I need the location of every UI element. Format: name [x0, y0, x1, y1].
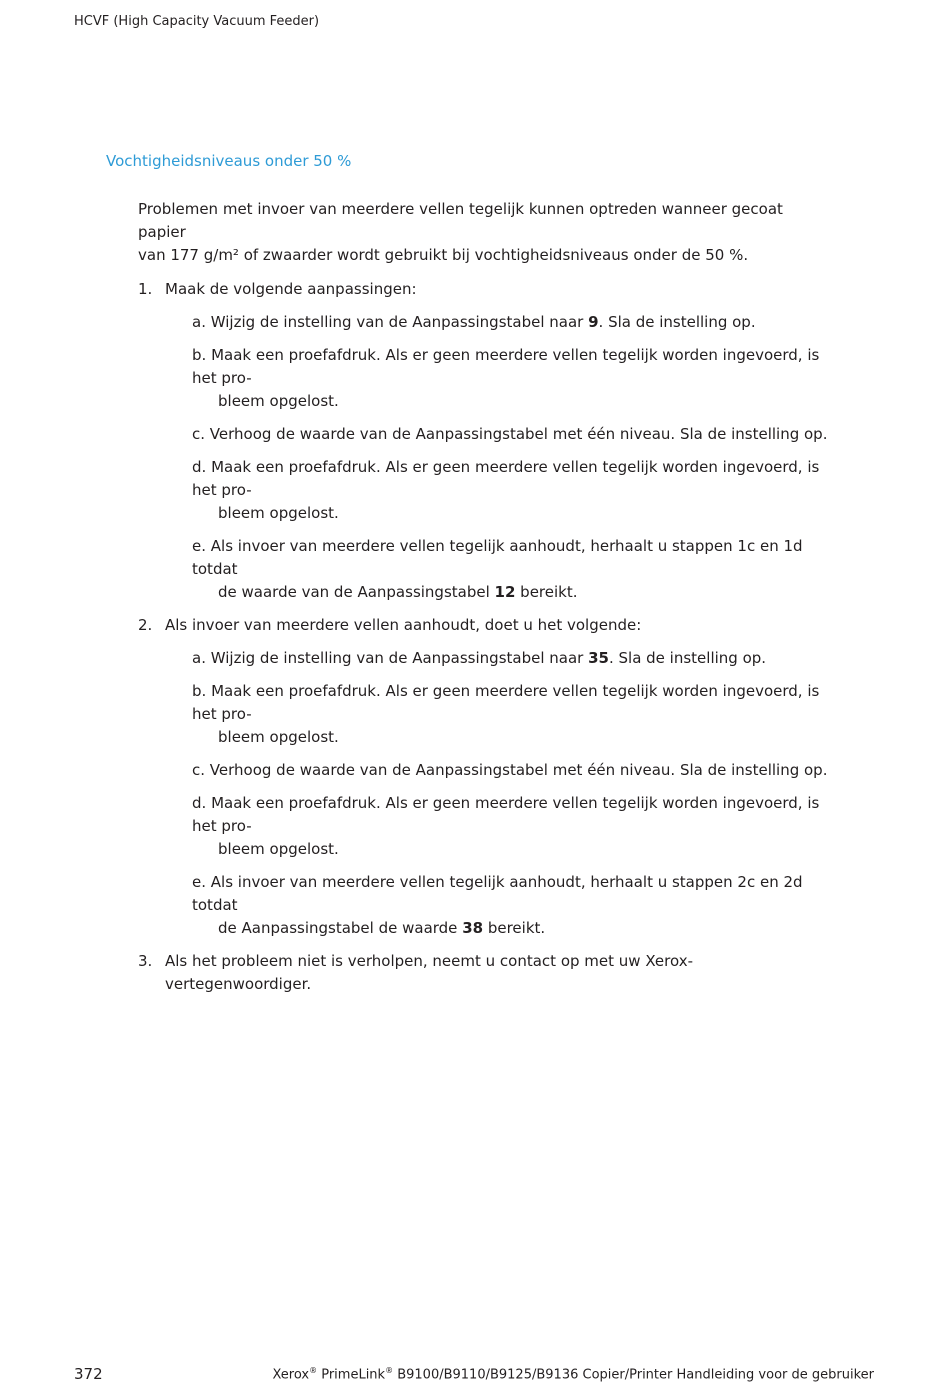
step-2 [138, 614, 828, 940]
substep-cont-text: de Aanpassingstabel de waarde [218, 919, 463, 937]
substep-letter: a. [192, 313, 206, 331]
substep-2c [165, 759, 828, 782]
substep-2a [165, 647, 828, 670]
step-text: Maak de volgende aanpassingen: [165, 280, 417, 298]
substep-list [165, 647, 828, 940]
footer-product-title [272, 1366, 874, 1382]
substep-continuation: bleem opgelost. [218, 392, 339, 410]
substep-continuation: bleem opgelost. [218, 840, 339, 858]
substep-1b [165, 344, 828, 413]
footer-brand: Xerox [272, 1367, 310, 1383]
substep-text: Als invoer van meerdere vellen tegelijk aanhoudt, herhaalt u stappen 2c en 2d totdat [192, 873, 803, 914]
section-title: Vochtigheidsniveaus onder 50 % [106, 152, 352, 170]
substep-2b [165, 680, 828, 749]
substep-text: Wijzig de instelling van de Aanpassingstabel naar [210, 649, 589, 667]
footer-rest: B9100/B9110/B9125/B9136 Copier/Printer Handleiding voor de gebruiker [393, 1367, 874, 1383]
substep-1e [165, 535, 828, 604]
substep-list [165, 311, 828, 604]
substep-letter: b. [192, 346, 207, 364]
substep-letter: c. [192, 425, 206, 443]
substep-text: Verhoog de waarde van de Aanpassingstabel met één niveau. Sla de instelling op. [209, 761, 828, 779]
substep-letter: d. [192, 458, 207, 476]
substep-letter: b. [192, 682, 207, 700]
step-number: 3. [138, 952, 153, 970]
substep-value: 35 [588, 649, 609, 667]
substep-letter: c. [192, 761, 206, 779]
substep-cont-text: de waarde van de Aanpassingstabel [218, 583, 495, 601]
intro-line-1: Problemen met invoer van meerdere vellen tegelijk kunnen optreden wanneer gecoat papier [138, 200, 783, 241]
substep-continuation [192, 917, 828, 940]
substep-1d [165, 456, 828, 525]
substep-cont-end: bereikt. [483, 919, 546, 937]
substep-text: Maak een proefafdruk. Als er geen meerdere vellen tegelijk worden ingevoerd, is het pro- [192, 794, 820, 835]
substep-text-end: . Sla de instelling op. [598, 313, 756, 331]
substep-2e [165, 871, 828, 940]
substep-text: Wijzig de instelling van de Aanpassingstabel naar [210, 313, 589, 331]
step-number: 2. [138, 616, 153, 634]
substep-1c [165, 423, 828, 446]
substep-2d [165, 792, 828, 861]
substep-text: Maak een proefafdruk. Als er geen meerdere vellen tegelijk worden ingevoerd, is het pro- [192, 458, 820, 499]
step-text: Als invoer van meerdere vellen aanhoudt, doet u het volgende: [165, 616, 642, 634]
step-number: 1. [138, 280, 153, 298]
substep-1a [165, 311, 828, 334]
step-3 [138, 950, 828, 996]
substep-letter: d. [192, 794, 207, 812]
substep-text: Maak een proefafdruk. Als er geen meerdere vellen tegelijk worden ingevoerd, is het pro- [192, 346, 820, 387]
substep-value: 9 [588, 313, 599, 331]
registered-mark: ® [385, 1366, 394, 1375]
registered-mark: ® [309, 1366, 318, 1375]
footer-product: PrimeLink [317, 1367, 386, 1383]
substep-letter: e. [192, 873, 206, 891]
substep-value: 38 [462, 919, 484, 937]
substep-continuation [192, 581, 828, 604]
page-number: 372 [74, 1365, 103, 1383]
step-1 [138, 278, 828, 604]
substep-continuation: bleem opgelost. [218, 728, 339, 746]
substep-text: Verhoog de waarde van de Aanpassingstabel met één niveau. Sla de instelling op. [209, 425, 828, 443]
document-body [138, 198, 828, 1006]
substep-letter: a. [192, 649, 206, 667]
substep-letter: e. [192, 537, 206, 555]
intro-line-2: van 177 g/m² of zwaarder wordt gebruikt bij vochtigheidsniveaus onder de 50 %. [138, 246, 749, 264]
running-header: HCVF (High Capacity Vacuum Feeder) [74, 14, 320, 29]
substep-cont-end: bereikt. [515, 583, 578, 601]
substep-value: 12 [494, 583, 516, 601]
substep-text-end: . Sla de instelling op. [608, 649, 767, 667]
substep-text: Als invoer van meerdere vellen tegelijk aanhoudt, herhaalt u stappen 1c en 1d totdat [192, 537, 803, 578]
step-text: Als het probleem niet is verholpen, neemt u contact op met uw Xerox-vertegenwoordiger. [165, 952, 693, 993]
substep-continuation: bleem opgelost. [218, 504, 339, 522]
intro-paragraph [138, 198, 828, 267]
substep-text: Maak een proefafdruk. Als er geen meerdere vellen tegelijk worden ingevoerd, is het pro- [192, 682, 820, 723]
